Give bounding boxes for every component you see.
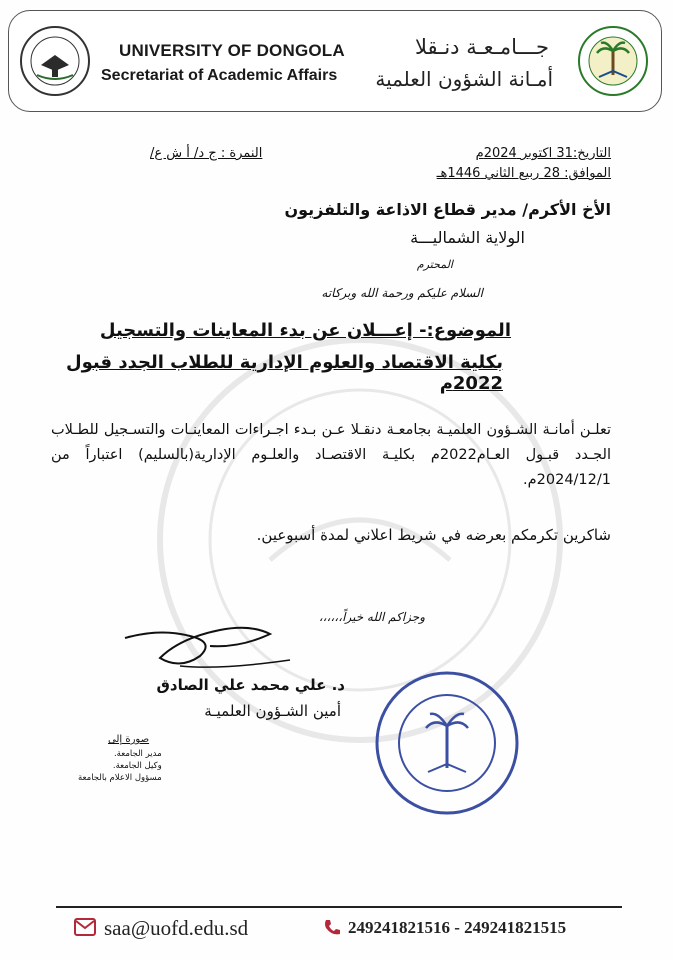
footer-divider xyxy=(56,906,622,908)
footer-phone-numbers[interactable]: 249241821516 - 249241821515 xyxy=(348,918,567,937)
cc-item: مسؤول الاعلام بالجامعة xyxy=(78,773,162,783)
cc-title: صورة إلى xyxy=(108,734,150,745)
body-paragraph: تعلـن أمانـة الشـؤون العلميـة بجامعـة دنقـلا عـن بـدء اجـراءات المعاينـات والتسـجيل للطـلاب الجـدد قبـول العـام2022م بكليـة الاقتصـاد والعلـوم الإدارية(بالسليم) اعتباراً من 2024/12/1م. xyxy=(51,422,611,488)
closing-line: وجزاكم الله خيراً،،،،،، xyxy=(318,610,425,624)
letter-reference: النمرة : ج د/ أ ش ع/ xyxy=(150,146,263,161)
subject-line-1: الموضوع:- إعـــلان عن بدء المعاينات والتسجيل xyxy=(99,320,511,341)
recipient-line: الأخ الأكرم/ مدير قطاع الاذاعة والتلفزيون xyxy=(284,200,611,219)
letter-date: التاريخ:31 اكتوبر 2024م xyxy=(475,146,611,161)
university-name-en: UNIVERSITY OF DONGOLA xyxy=(119,41,345,60)
university-name-ar: جـــامـعـة دنـقلا xyxy=(415,35,549,59)
mail-icon xyxy=(74,918,96,936)
department-name-en: Secretariat of Academic Affairs xyxy=(101,67,338,84)
cc-item: مدير الجامعة. xyxy=(113,749,162,759)
honorific: المحترم xyxy=(416,258,453,271)
greeting: السلام عليكم ورحمة الله وبركاته xyxy=(321,286,483,300)
official-stamp xyxy=(372,668,522,818)
subject-line-2: بكلية الاقتصاد والعلوم الإدارية للطلاب الجدد قبول 2022م xyxy=(66,352,503,394)
thanks-line: شاكرين تكرمكم بعرضه في شريط اعلاني لمدة أسبوعين. xyxy=(256,526,611,544)
cc-list xyxy=(78,748,162,784)
university-seal-left xyxy=(19,25,91,97)
footer-email[interactable]: saa@uofd.edu.sd xyxy=(104,916,249,940)
signer-name: د. علي محمد علي الصادق xyxy=(156,676,345,694)
letterhead xyxy=(8,10,662,112)
department-name-ar: أمـانة الشؤون العلمية xyxy=(375,67,553,91)
cc-item: وكيل الجامعة. xyxy=(112,761,162,771)
signer-title: أمين الشـؤون العلميـة xyxy=(204,702,341,720)
recipient-state: الولاية الشماليـــة xyxy=(410,228,525,247)
handwritten-signature xyxy=(120,608,310,678)
university-seal-right xyxy=(577,25,649,97)
phone-icon xyxy=(322,918,342,938)
letter-hijri-date: الموافق: 28 ربيع الثاني 1446هـ xyxy=(436,166,611,181)
